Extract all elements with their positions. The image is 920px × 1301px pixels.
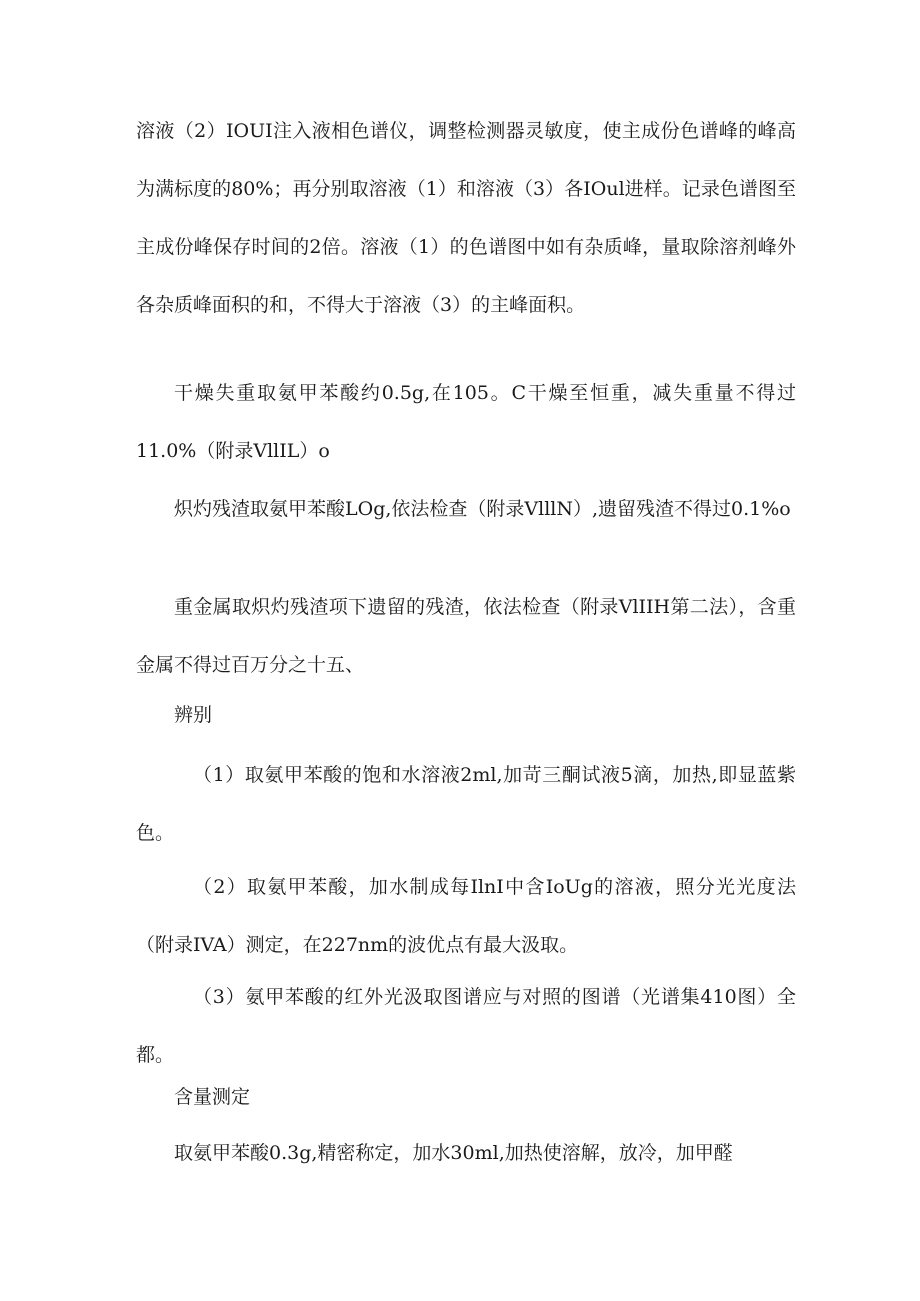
paragraph-identification-1: （1）取氨甲苯酸的饱和水溶液2ml,加苛三酮试液5滴，加热,即显蓝紫色。 bbox=[136, 764, 796, 844]
paragraph-assay: 取氨甲苯酸0.3g,精密称定，加水30ml,加热使溶解，放冷，加甲醛 bbox=[174, 1142, 733, 1164]
paragraph-residue-on-ignition: 炽灼残渣取氨甲苯酸LOg,依法检查（附录VlllN）,遗留残渣不得过0.1%o bbox=[174, 498, 791, 520]
heading-identification: 辨别 bbox=[174, 704, 213, 726]
paragraph-identification-3: （3）氨甲苯酸的红外光汲取图谱应与对照的图谱（光谱集410图）全都。 bbox=[136, 986, 796, 1066]
paragraph-identification-2: （2）取氨甲苯酸，加水制成每IlnI中含IoUg的溶液，照分光光度法（附录IVA）测定，在227nm的波优点有最大汲取。 bbox=[136, 876, 796, 956]
paragraph-heavy-metals: 重金属取炽灼残渣项下遗留的残渣，依法检查（附录VlIIH第二法），含重金属不得过百万分之十五、 bbox=[136, 596, 796, 676]
paragraph-chromatography: 溶液（2）IOUI注入液相色谱仪，调整检测器灵敏度，使主成份色谱峰的峰高为满标度的80%；再分别取溶液（1）和溶液（3）各IOul进样。记录色谱图至主成份峰保存时间的2倍。溶液（1）的色谱图中如有杂质峰，量取除溶剂峰外各杂质峰面积的和，不得大于溶液（3）的主峰面积。 bbox=[136, 120, 796, 316]
heading-assay: 含量测定 bbox=[174, 1086, 251, 1108]
paragraph-loss-on-drying: 干燥失重取氨甲苯酸约0.5g,在105。C干燥至恒重，减失重量不得过11.0%（附录VllIL）o bbox=[136, 382, 796, 462]
